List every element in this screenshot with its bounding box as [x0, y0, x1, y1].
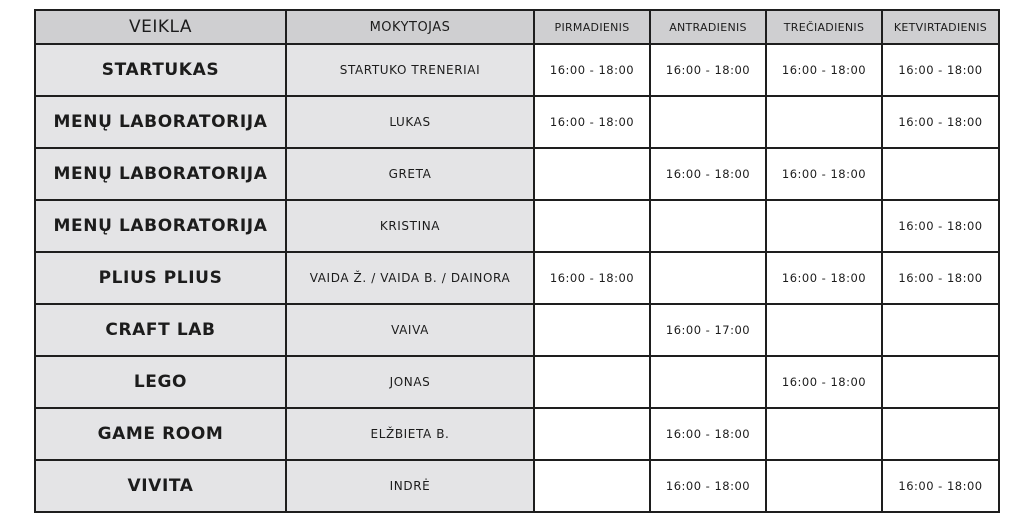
header-day-wednesday: TREČIADIENIS [766, 10, 882, 44]
time-slot-wednesday: 16:00 - 18:00 [766, 252, 882, 304]
teacher-cell: ELŽBIETA B. [286, 408, 534, 460]
time-slot-thursday: 16:00 - 18:00 [882, 96, 999, 148]
time-slot-wednesday [766, 408, 882, 460]
time-slot-monday [534, 408, 650, 460]
header-teacher: MOKYTOJAS [286, 10, 534, 44]
header-day-monday: PIRMADIENIS [534, 10, 650, 44]
time-slot-tuesday: 16:00 - 18:00 [650, 148, 766, 200]
table-row [35, 200, 999, 252]
time-slot-wednesday: 16:00 - 18:00 [766, 356, 882, 408]
teacher-cell: STARTUKO TRENERIAI [286, 44, 534, 96]
table-row [35, 44, 999, 96]
time-slot-wednesday: 16:00 - 18:00 [766, 44, 882, 96]
table-row [35, 460, 999, 512]
time-slot-thursday [882, 408, 999, 460]
teacher-cell: LUKAS [286, 96, 534, 148]
time-slot-tuesday: 16:00 - 18:00 [650, 460, 766, 512]
teacher-cell: VAIVA [286, 304, 534, 356]
table-row [35, 408, 999, 460]
activity-cell: CRAFT LAB [35, 304, 286, 356]
time-slot-wednesday [766, 304, 882, 356]
time-slot-monday [534, 356, 650, 408]
header-activity: VEIKLA [35, 10, 286, 44]
schedule-body [35, 44, 999, 512]
teacher-cell: GRETA [286, 148, 534, 200]
schedule-container [34, 9, 998, 513]
activity-cell: STARTUKAS [35, 44, 286, 96]
time-slot-wednesday [766, 460, 882, 512]
time-slot-thursday [882, 304, 999, 356]
header-row [35, 10, 999, 44]
time-slot-monday [534, 148, 650, 200]
time-slot-thursday: 16:00 - 18:00 [882, 200, 999, 252]
time-slot-thursday: 16:00 - 18:00 [882, 460, 999, 512]
time-slot-thursday: 16:00 - 18:00 [882, 44, 999, 96]
time-slot-monday [534, 304, 650, 356]
header-day-tuesday: ANTRADIENIS [650, 10, 766, 44]
time-slot-wednesday [766, 200, 882, 252]
time-slot-tuesday: 16:00 - 17:00 [650, 304, 766, 356]
activity-cell: GAME ROOM [35, 408, 286, 460]
time-slot-tuesday: 16:00 - 18:00 [650, 408, 766, 460]
time-slot-tuesday [650, 200, 766, 252]
teacher-cell: JONAS [286, 356, 534, 408]
activity-cell: VIVITA [35, 460, 286, 512]
table-row [35, 148, 999, 200]
time-slot-monday: 16:00 - 18:00 [534, 44, 650, 96]
time-slot-thursday: 16:00 - 18:00 [882, 252, 999, 304]
header-day-thursday: KETVIRTADIENIS [882, 10, 999, 44]
table-row [35, 252, 999, 304]
time-slot-tuesday: 16:00 - 18:00 [650, 44, 766, 96]
activity-cell: MENŲ LABORATORIJA [35, 148, 286, 200]
time-slot-monday: 16:00 - 18:00 [534, 252, 650, 304]
activity-cell: PLIUS PLIUS [35, 252, 286, 304]
time-slot-monday [534, 200, 650, 252]
table-row [35, 96, 999, 148]
table-row [35, 304, 999, 356]
teacher-cell: KRISTINA [286, 200, 534, 252]
time-slot-thursday [882, 148, 999, 200]
table-row [35, 356, 999, 408]
time-slot-tuesday [650, 252, 766, 304]
activity-cell: MENŲ LABORATORIJA [35, 96, 286, 148]
time-slot-monday [534, 460, 650, 512]
teacher-cell: VAIDA Ž. / VAIDA B. / DAINORA [286, 252, 534, 304]
schedule-table [34, 9, 1000, 513]
time-slot-tuesday [650, 96, 766, 148]
time-slot-monday: 16:00 - 18:00 [534, 96, 650, 148]
time-slot-wednesday: 16:00 - 18:00 [766, 148, 882, 200]
time-slot-wednesday [766, 96, 882, 148]
teacher-cell: INDRĖ [286, 460, 534, 512]
time-slot-thursday [882, 356, 999, 408]
time-slot-tuesday [650, 356, 766, 408]
activity-cell: MENŲ LABORATORIJA [35, 200, 286, 252]
activity-cell: LEGO [35, 356, 286, 408]
